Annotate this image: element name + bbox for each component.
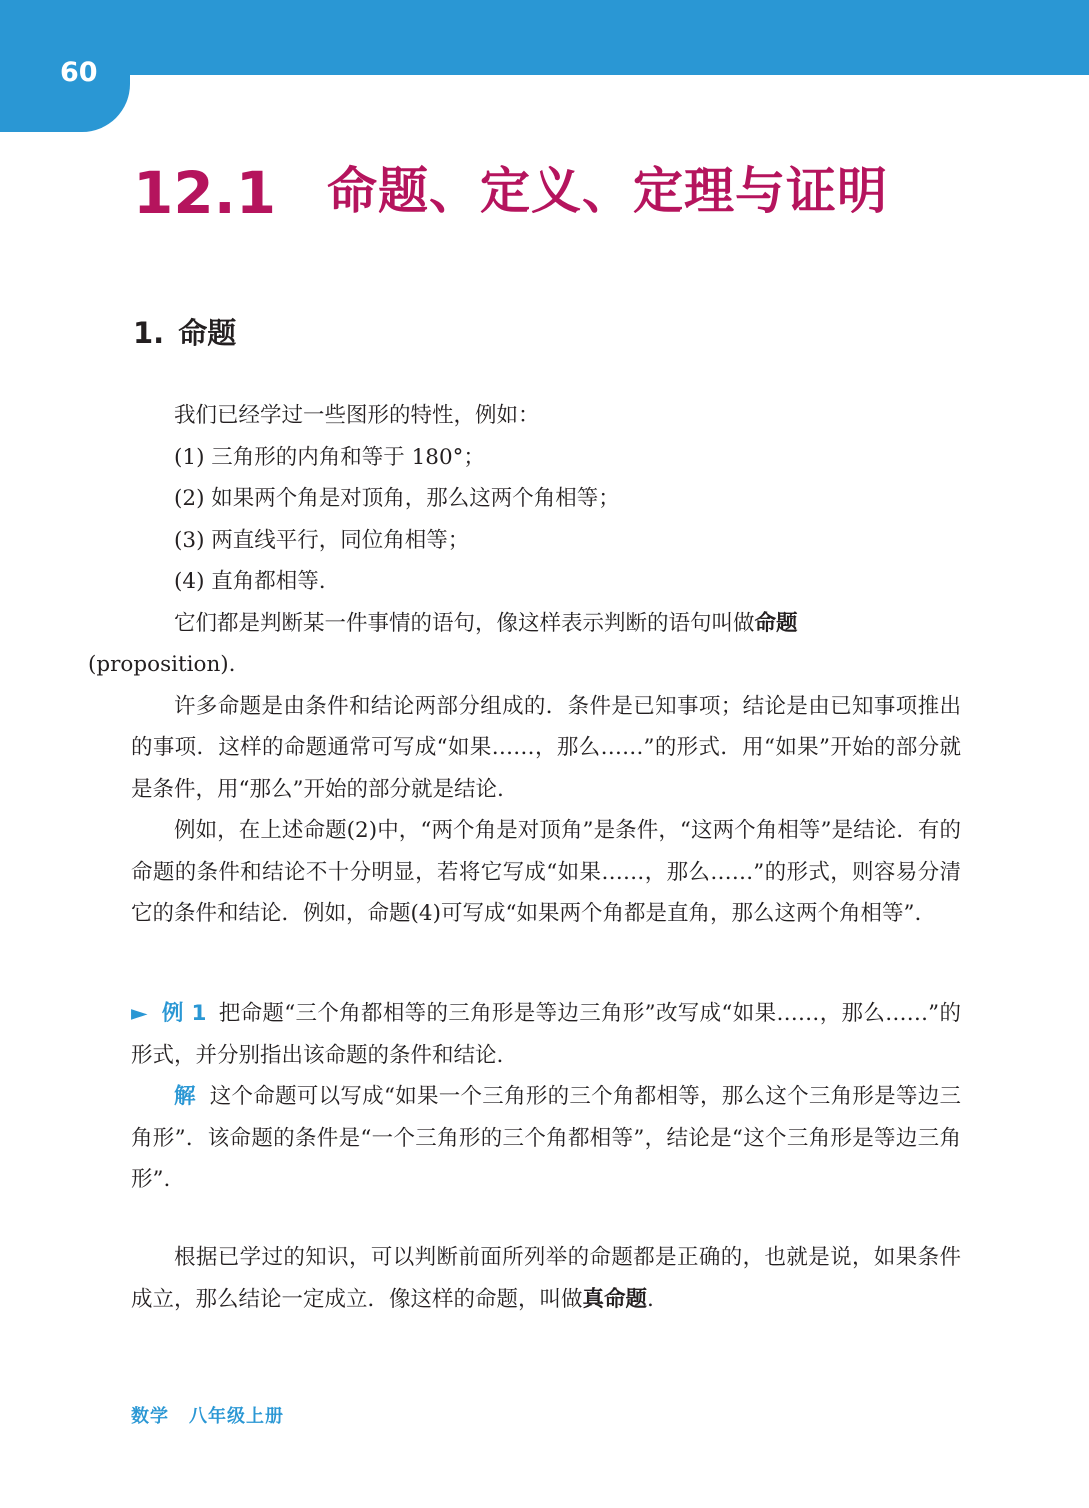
triangle-marker-icon: ►: [131, 1001, 148, 1026]
page-number: 60: [60, 57, 98, 88]
subheading-title: 命题: [178, 316, 237, 350]
conclusion-text: 根据已学过的知识，可以判断前面所列举的命题都是正确的，也就是说，如果条件成立，那么结论一定成立．像这样的命题，叫做: [131, 1245, 961, 1312]
example-label: 例 1: [161, 1001, 207, 1026]
section-number: 12.1: [133, 159, 277, 227]
solution-paragraph: [131, 1076, 961, 1201]
definition-text: 它们都是判断某一件事情的语句，像这样表示判断的语句叫做: [174, 610, 755, 636]
footer: [131, 1404, 284, 1430]
intro-paragraph: 我们已经学过一些图形的特性，例如：: [174, 403, 540, 428]
term-true-proposition: 真命题: [582, 1286, 648, 1312]
solution-text: 这个命题可以写成“如果一个三角形的三个角都相等，那么这个三角形是等边三角形”．该命题的条件是“一个三角形的三个角都相等”，结论是“这个三角形是等边三角形”.: [131, 1084, 961, 1192]
header-band: [0, 0, 1089, 75]
example-paragraph: [131, 993, 961, 1076]
definition-paragraph: [88, 603, 961, 686]
solution-label: 解: [174, 1084, 196, 1109]
intro-section: [88, 395, 961, 935]
subheading-number: 1.: [133, 316, 165, 350]
conclusion-section: [131, 1237, 961, 1320]
footer-grade: 八年级上册: [189, 1406, 284, 1427]
example-section: [131, 993, 961, 1201]
list-item: (3) 两直线平行，同位角相等；: [174, 527, 470, 553]
page-number-tab: [0, 0, 130, 132]
list-item: (1) 三角形的内角和等于 180°；: [174, 444, 485, 470]
footer-subject: 数学: [131, 1406, 169, 1427]
body-paragraph: 许多命题是由条件和结论两部分组成的．条件是已知事项；结论是由已知事项推出的事项．这样的命题通常可写成“如果……，那么……”的形式．用“如果”开始的部分就是条件，用“那么”开始的部分就是结论.: [131, 693, 961, 802]
subheading: [133, 313, 236, 353]
list-item: (4) 直角都相等.: [174, 569, 326, 594]
example-text: 把命题“三个角都相等的三角形是等边三角形”改写成“如果……，那么……”的形式，并分别指出该命题的条件和结论.: [131, 1001, 961, 1068]
list-item: (2) 如果两个角是对顶角，那么这两个角相等；: [174, 486, 620, 511]
section-title: 命题、定义、定理与证明: [327, 162, 888, 220]
conclusion-paragraph: [131, 1237, 961, 1320]
body-paragraph: 例如，在上述命题(2)中，“两个角是对顶角”是条件，“这两个角相等”是结论．有的命题的条件和结论不十分明显，若将它写成“如果……，那么……”的形式，则容易分清它的条件和结论．例如，命题(4)可写成“如果两个角都是直角，那么这两个角相等”.: [131, 818, 961, 926]
term-proposition: 命题: [754, 610, 798, 636]
conclusion-end: .: [647, 1286, 654, 1312]
definition-english: (proposition).: [88, 652, 236, 677]
